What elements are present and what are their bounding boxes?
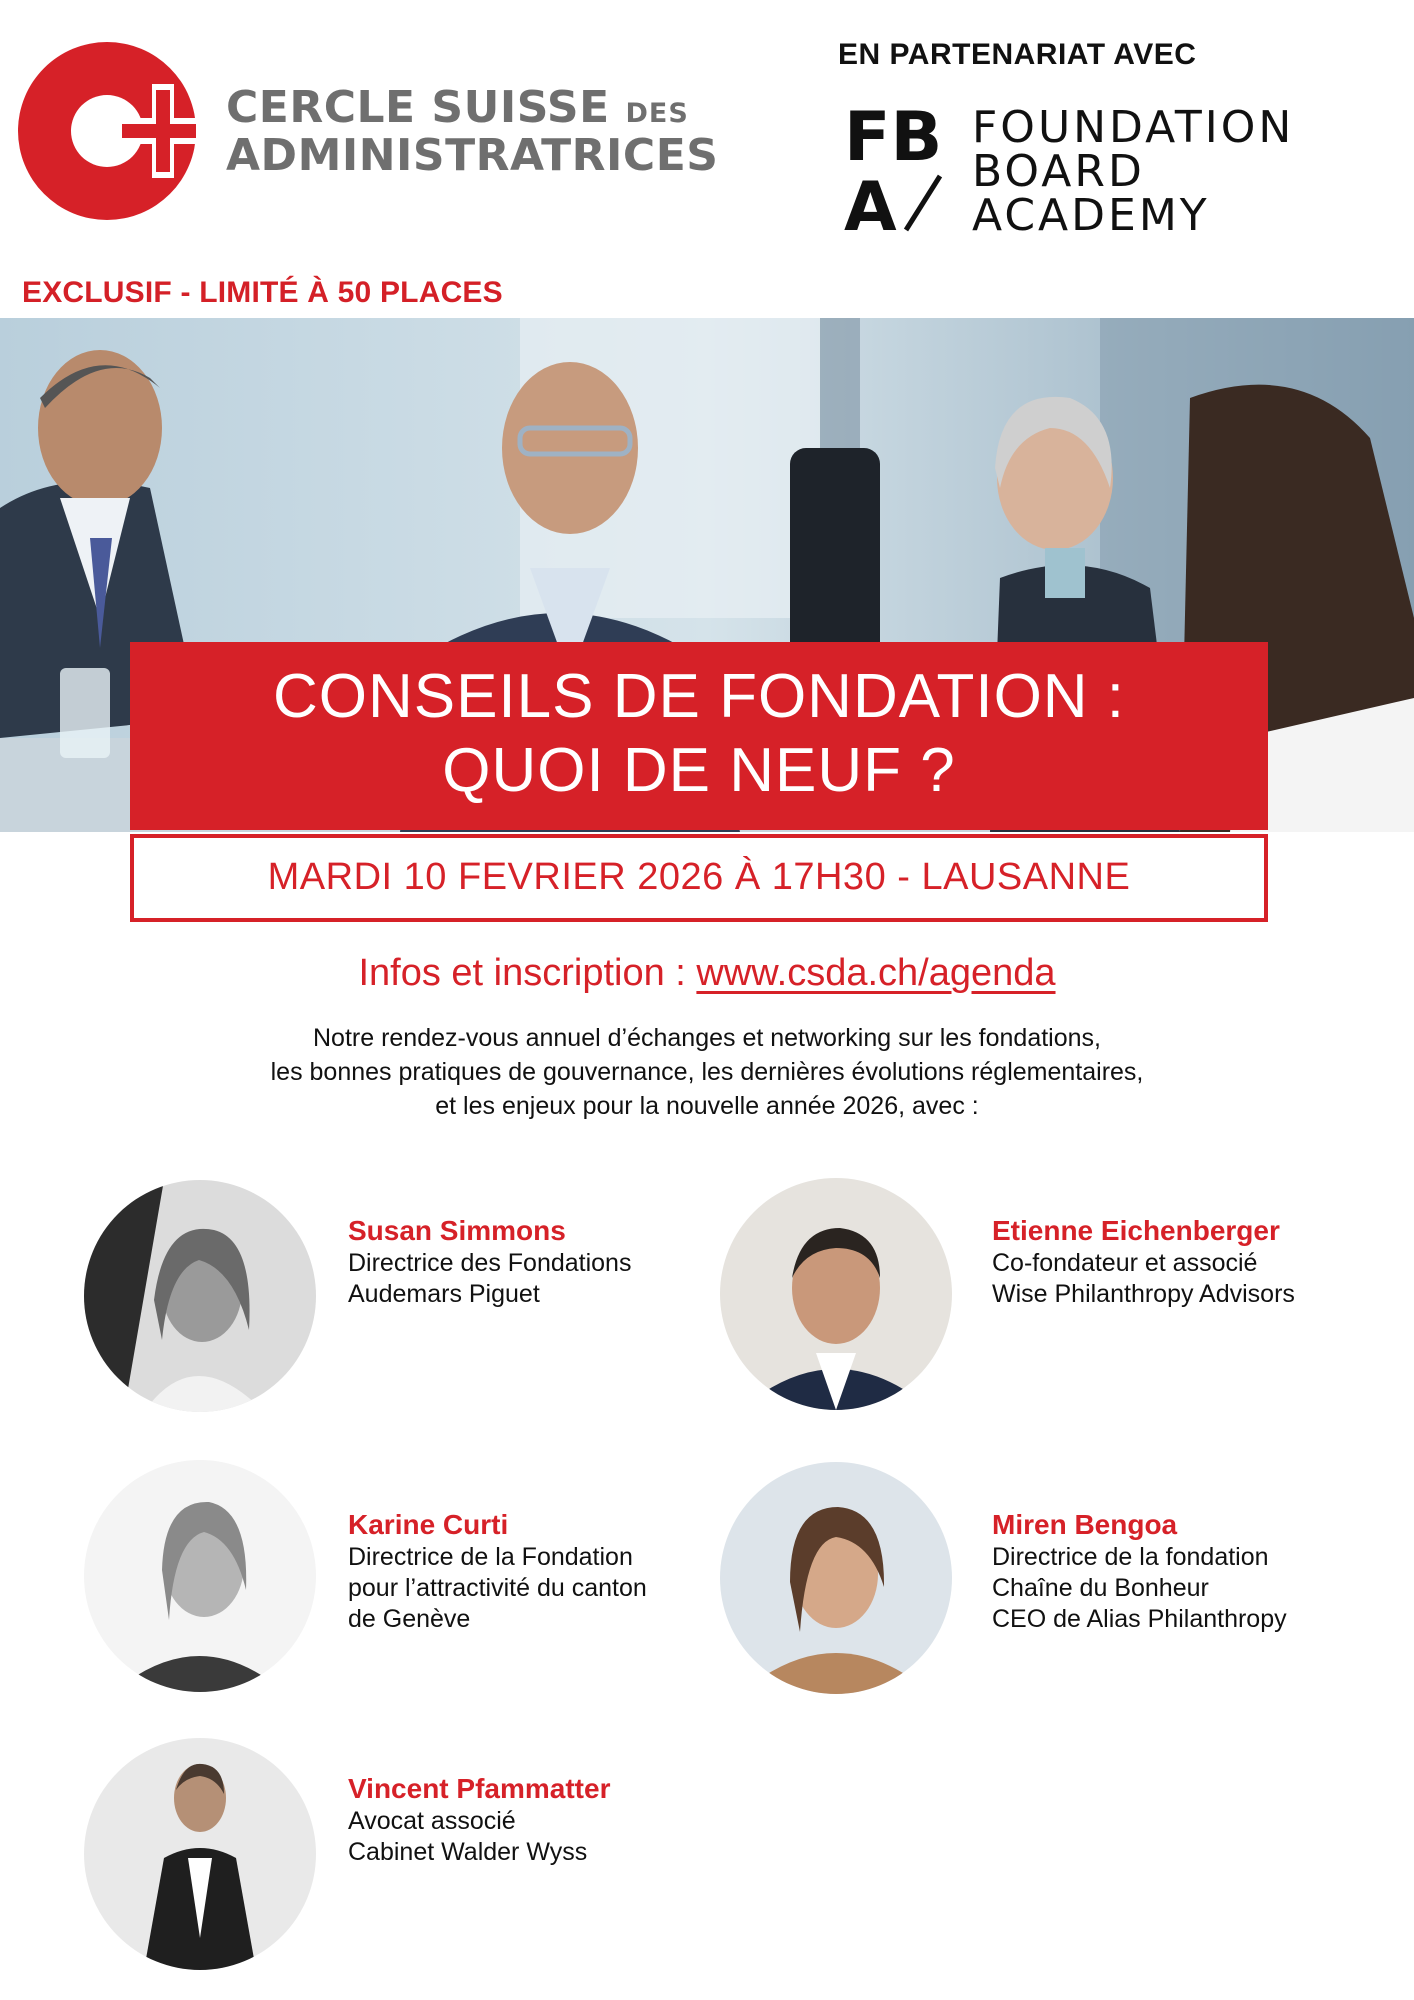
event-title-line2: QUOI DE NEUF ? (442, 736, 956, 805)
speaker-role: Directrice des Fondations (348, 1249, 632, 1277)
svg-text:FB: FB (844, 102, 943, 177)
event-date-box (130, 834, 1268, 922)
speaker-portrait (720, 1462, 952, 1694)
registration-link[interactable]: www.csda.ch/agenda (696, 952, 1056, 994)
speaker-role: Co-fondateur et associé (992, 1249, 1258, 1277)
partner-heading: EN PARTENARIAT AVEC (838, 38, 1197, 71)
speaker-role: CEO de Alias Philanthropy (992, 1605, 1287, 1633)
event-title-line1: CONSEILS DE FONDATION : (272, 662, 1126, 731)
speaker-portrait (84, 1180, 316, 1412)
speaker-name: Susan Simmons (348, 1215, 566, 1246)
organizer-name-main: CERCLE SUISSE (226, 82, 610, 133)
speaker-organization: pour l’attractivité du canton (348, 1574, 647, 1602)
partner-name-line3: ACADEMY (972, 190, 1210, 241)
fba-logo-mark (844, 102, 974, 236)
organizer-name-line2: ADMINISTRATRICES (226, 130, 719, 181)
csda-logo (18, 42, 196, 220)
info-line (0, 950, 1414, 996)
speaker-name: Miren Bengoa (992, 1509, 1178, 1540)
description-line1: Notre rendez-vous annuel d’échanges et networking sur les fondations, (313, 1024, 1101, 1052)
description-line2: les bonnes pratiques de gouvernance, les dernières évolutions réglementaires, (270, 1058, 1144, 1086)
speaker-name: Etienne Eichenberger (992, 1215, 1280, 1246)
organizer-name-small: DES (625, 98, 689, 129)
speaker-organization: Chaîne du Bonheur (992, 1574, 1209, 1602)
partner-name-line2: BOARD (972, 146, 1145, 197)
description-line3: et les enjeux pour la nouvelle année 2026, avec : (435, 1092, 979, 1120)
speaker-portrait (720, 1178, 952, 1410)
partner-name-line1: FOUNDATION (972, 102, 1295, 153)
svg-text:A: A (844, 168, 897, 236)
portrait-photo (720, 1462, 952, 1694)
exclusive-label: EXCLUSIF - LIMITÉ À 50 PLACES (22, 276, 503, 309)
csda-circle-plus-logo (18, 42, 196, 220)
speaker-role: Directrice de la fondation (992, 1543, 1269, 1571)
speaker-name: Vincent Pfammatter (348, 1773, 611, 1804)
portrait-photo (84, 1738, 316, 1970)
speaker-name: Karine Curti (348, 1509, 509, 1540)
event-title-box (130, 642, 1268, 830)
speaker-role: Avocat associé (348, 1807, 516, 1835)
portrait-photo (720, 1178, 952, 1410)
organizer-name-line1 (226, 82, 689, 136)
speaker-organization: Cabinet Walder Wyss (348, 1838, 588, 1866)
portrait-photo (84, 1180, 316, 1412)
portrait-photo (84, 1460, 316, 1692)
speaker-organization: de Genève (348, 1605, 471, 1633)
speaker-portrait (84, 1738, 316, 1970)
speaker-organization: Audemars Piguet (348, 1280, 540, 1308)
speaker-role: Directrice de la Fondation (348, 1543, 633, 1571)
speaker-organization: Wise Philanthropy Advisors (992, 1280, 1295, 1308)
event-date-location: MARDI 10 FEVRIER 2026 À 17H30 - LAUSANNE (267, 856, 1131, 898)
speaker-portrait (84, 1460, 316, 1692)
info-label: Infos et inscription : (358, 952, 697, 994)
fba-monogram-icon (844, 102, 974, 236)
